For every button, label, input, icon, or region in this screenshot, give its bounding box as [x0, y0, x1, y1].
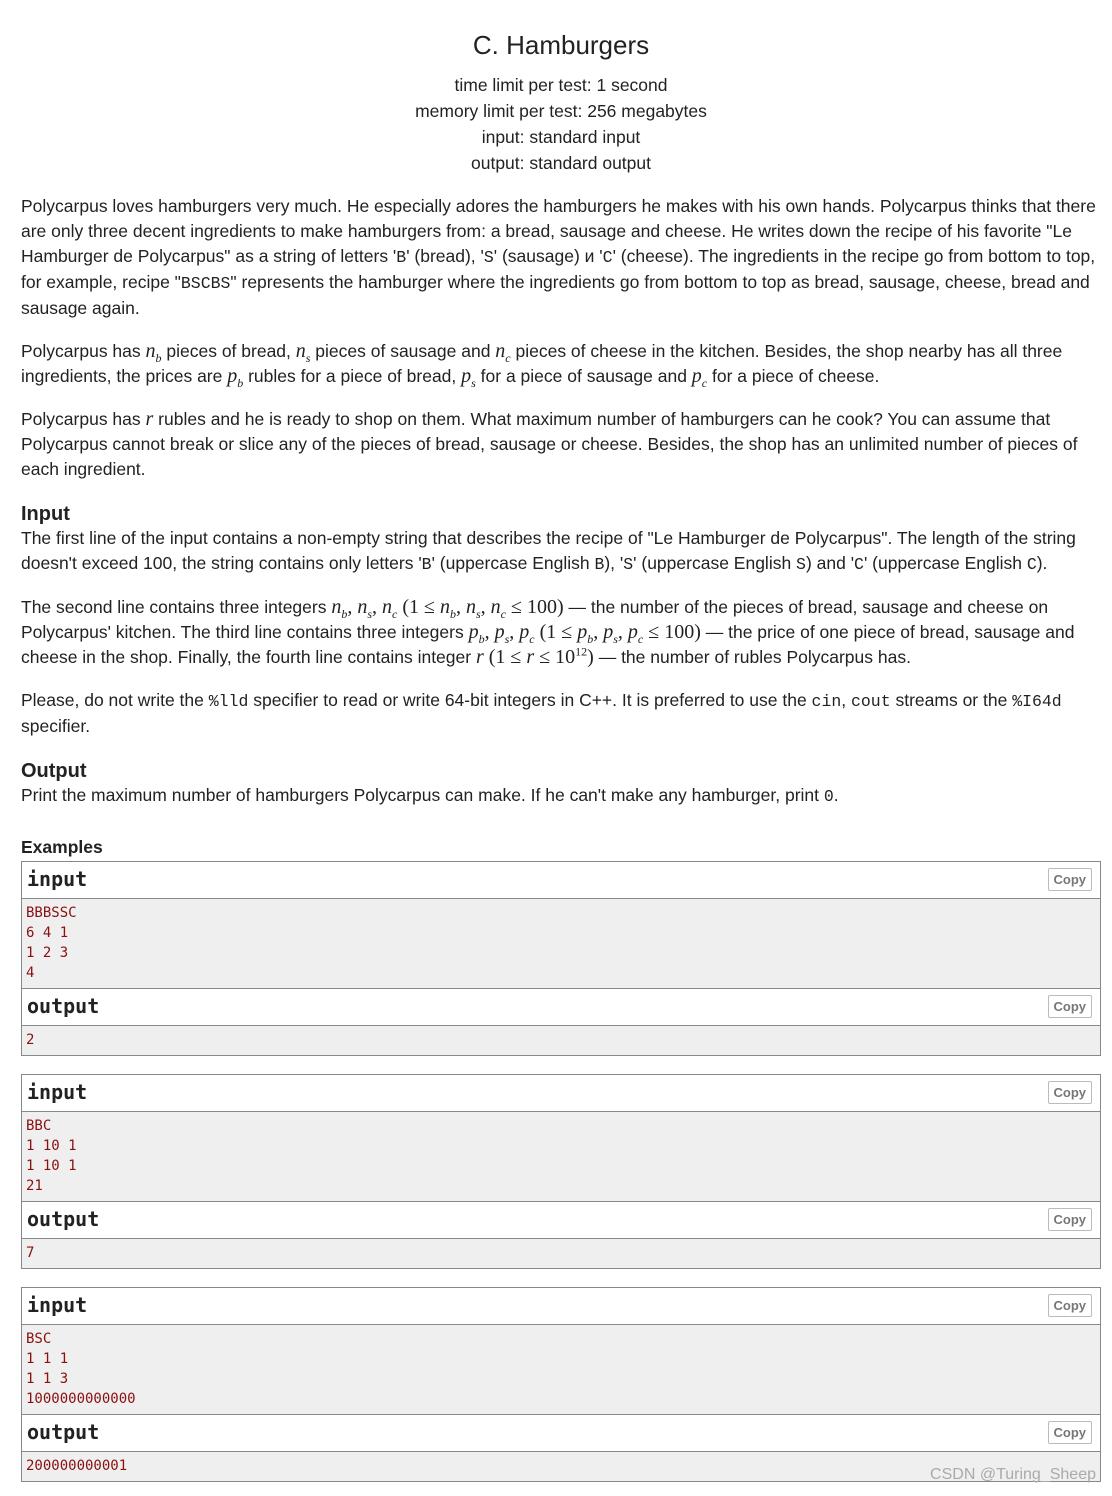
copy-button[interactable]: Copy [1048, 1421, 1093, 1444]
math-ns: $n_s$ [295, 340, 311, 365]
statement-paragraph-2: Polycarpus has $n_b$ pieces of bread, $n_s$ pieces of sausage and $n_c$ pieces of cheese in the kitchen. Besides, the shop nearby has all three ingredients, the prices are $p_b$ rubles for a piece of bread, $p_s$ for a piece of sausage and $p_c$ for a piece of cheese. [21, 340, 1063, 390]
example-output-text[interactable]: 7 [22, 1239, 1100, 1268]
math-pc: $p_c$ [691, 365, 708, 390]
time-limit: time limit per test: 1 second [454, 75, 668, 95]
example-output-header [22, 989, 1100, 1026]
math-nb: $n_b$ [145, 340, 162, 365]
input-paragraph-2: The second line contains three integers $n_b$, $n_s$, $n_c$ ($1 \le n_b$, $n_s$, $n_c \le 100$) — the number of the pieces of bread, sausage and cheese on Polycarpus' kitchen. The third line contains three integers $p_b$, $p_s$, $p_c$ ($1 \le p_b$, $p_s$, $p_c \le 100$) — the price of one piece of bread, sausage and cheese in the shop. Finally, the fourth line contains integer r $(1 \le r \le 10^{12})$ — the number of rubles Polycarpus has. [21, 596, 1075, 668]
copy-button[interactable]: Copy [1048, 868, 1093, 891]
example-input-text[interactable]: BBC 1 10 1 1 10 1 21 [22, 1112, 1100, 1202]
copy-button[interactable]: Copy [1048, 1081, 1093, 1104]
example-input-header [22, 1075, 1100, 1112]
output-paragraph: Print the maximum number of hamburgers Polycarpus can make. If he can't make any hamburger, print 0. [21, 785, 839, 806]
input-label: input [27, 867, 88, 891]
problem-title: C. Hamburgers [472, 30, 650, 60]
input-section-title: Input [21, 503, 70, 525]
problem-limits [21, 72, 1101, 176]
example-3 [21, 1287, 1101, 1482]
csdn-watermark: CSDN @Turing_Sheep [930, 1466, 1096, 1483]
output-label: output [27, 994, 100, 1018]
output-source: output: standard output [471, 153, 651, 173]
example-2 [21, 1074, 1101, 1269]
statement-paragraph-3: Polycarpus has r rubles and he is ready to shop on them. What maximum number of hamburgers can he cook? You can assume that Polycarpus cannot break or slice any of the pieces of bread, sausage or cheese. Besides, the shop has an unlimited number of pieces of each ingredient. [21, 408, 1078, 479]
examples-title: Examples [21, 837, 103, 857]
example-output-header [22, 1202, 1100, 1239]
example-input-header [22, 1288, 1100, 1325]
example-1 [21, 861, 1101, 1056]
input-paragraph-3: Please, do not write the %lld specifier to read or write 64-bit integers in C++. It is preferred to use the cin, cout streams or the %I64d specifier. [21, 690, 1062, 736]
example-input-text[interactable]: BSC 1 1 1 1 1 3 1000000000000 [22, 1325, 1100, 1415]
math-n-range: $n_b$, $n_s$, $n_c$ ($1 \le n_b$, $n_s$, $n_c \le 100$) [331, 596, 564, 621]
example-output-header [22, 1415, 1100, 1452]
copy-button[interactable]: Copy [1048, 1208, 1093, 1231]
input-source: input: standard input [481, 127, 641, 147]
math-nc: $n_c$ [495, 340, 511, 365]
output-label: output [27, 1420, 100, 1444]
math-ps: $p_s$ [461, 365, 476, 390]
input-label: input [27, 1080, 88, 1104]
math-pb: $p_b$ [227, 365, 244, 390]
output-section-title: Output [21, 760, 87, 782]
input-paragraph-1: The first line of the input contains a non-empty string that describes the recipe of "Le Hamburger de Polycarpus". The length of the string doesn't exceed 100, the string contains only letters 'B' (uppercase English B), 'S' (uppercase English S) and 'C' (uppercase English C). [21, 528, 1076, 574]
example-output-text[interactable]: 200000000001 [22, 1452, 1100, 1481]
copy-button[interactable]: Copy [1048, 1294, 1093, 1317]
math-r: r [145, 408, 154, 430]
memory-limit: memory limit per test: 256 megabytes [415, 101, 707, 121]
problem-page [21, 0, 1101, 1482]
math-r-range: r $(1 \le r \le 10^{12})$ [475, 644, 594, 668]
copy-button[interactable]: Copy [1048, 995, 1093, 1018]
math-p-range: $p_b$, $p_s$, $p_c$ ($1 \le p_b$, $p_s$, $p_c \le 100$) [468, 621, 701, 646]
example-input-header [22, 862, 1100, 899]
input-label: input [27, 1293, 88, 1317]
example-input-text[interactable]: BBBSSC 6 4 1 1 2 3 4 [22, 899, 1100, 989]
statement-paragraph-1: Polycarpus loves hamburgers very much. He especially adores the hamburgers he makes with his own hands. Polycarpus thinks that there are only three decent ingredients to make hamburgers from: a bread, sausage and cheese. He writes down the recipe of his favorite "Le Hamburger de Polycarpus" as a string of letters 'B' (bread), 'S' (sausage) и 'C' (cheese). The ingredients in the recipe go from bottom to top, for example, recipe "BSCBS" represents the hamburger where the ingredients go from bottom to top as bread, sausage, cheese, bread and sausage again. [21, 196, 1096, 318]
output-label: output [27, 1207, 100, 1231]
example-output-text[interactable]: 2 [22, 1026, 1100, 1055]
